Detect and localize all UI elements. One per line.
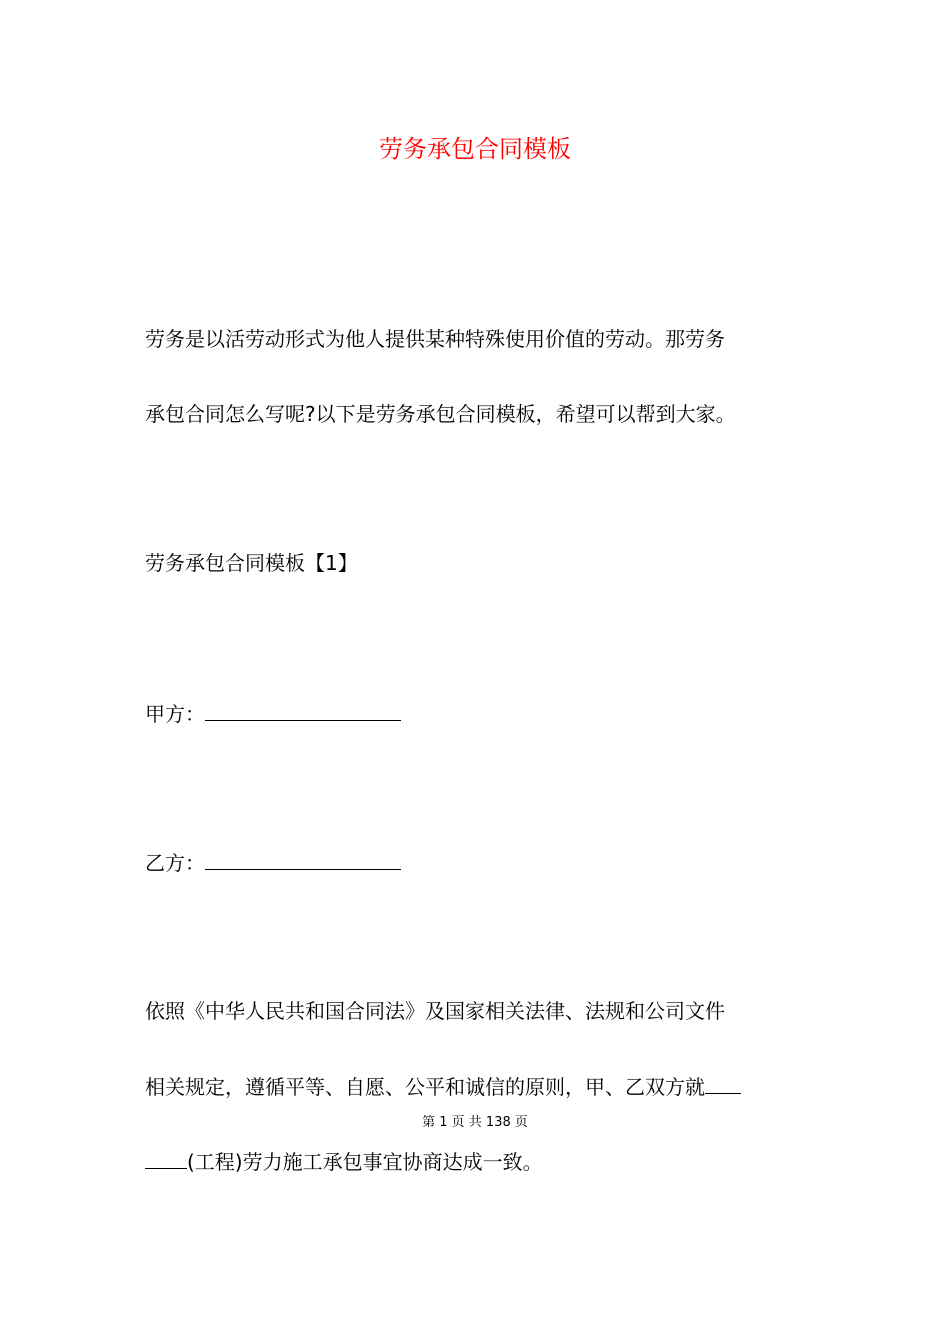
body-line-3-row — [145, 1146, 543, 1177]
project-blank-1 — [705, 1071, 741, 1094]
page-number: 第 1 页 共 138 页 — [422, 1115, 528, 1130]
party-a-label: 甲方： — [145, 702, 205, 726]
body-line-1: 依照《中华人民共和国合同法》及国家相关法律、法规和公司文件 — [145, 999, 725, 1023]
party-b-label: 乙方： — [145, 851, 205, 875]
party-a-blank — [205, 698, 401, 721]
body-line-2: 相关规定，遵循平等、自愿、公平和诚信的原则，甲、乙双方就 — [145, 1075, 705, 1099]
party-b-line — [145, 847, 401, 878]
intro-line-1: 劳务是以活劳动形式为他人提供某种特殊使用价值的劳动。那劳务 — [145, 327, 725, 351]
party-a-line — [145, 698, 401, 729]
party-b-blank — [205, 847, 401, 870]
section-heading: 劳务承包合同模板【1】 — [145, 551, 358, 575]
intro-line-2: 承包合同怎么写呢?以下是劳务承包合同模板，希望可以帮到大家。 — [145, 402, 736, 426]
body-line-2-row — [145, 1071, 741, 1102]
page-title: 劳务承包合同模板 — [379, 135, 571, 163]
project-blank-2 — [145, 1146, 187, 1169]
body-line-3: (工程)劳力施工承包事宜协商达成一致。 — [187, 1150, 543, 1174]
